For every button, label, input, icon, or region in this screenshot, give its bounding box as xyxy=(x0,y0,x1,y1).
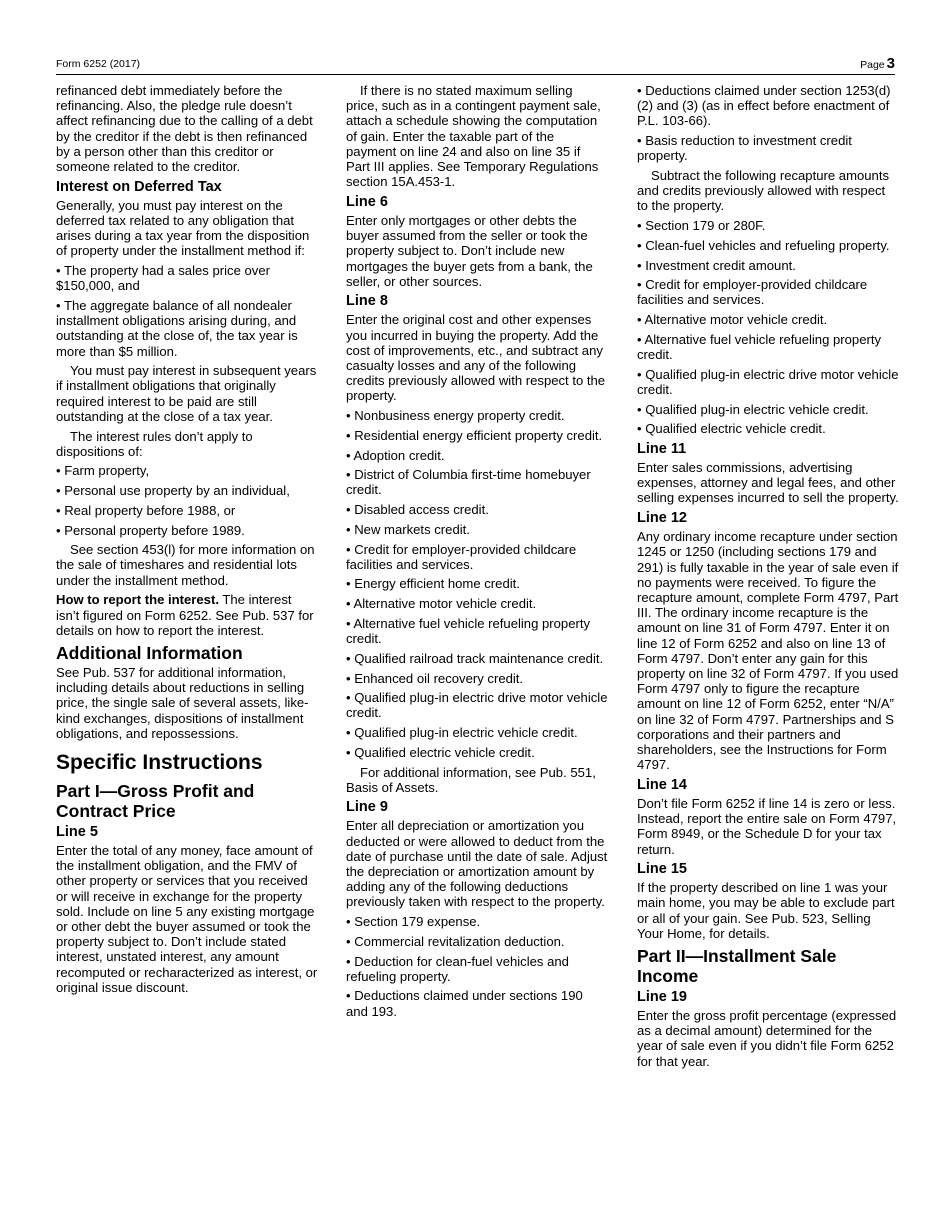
bullet-item: • Qualified electric vehicle credit. xyxy=(346,744,535,760)
bullet-item: • Alternative fuel vehicle refueling property credit. xyxy=(346,615,591,647)
heading-line-14: Line 14 xyxy=(637,776,687,793)
paragraph: See Pub. 537 for additional information, including details about reductions in selling price, the single sale of several assets, like-kind exchanges, dispositions of installment obligations, and repossessions. xyxy=(56,665,309,741)
bullet-item: • Personal use property by an individual, xyxy=(56,483,290,499)
paragraph: If there is no stated maximum selling price, such as in a contingent payment sale, attach a schedule showing the computation of gain. Enter the taxable part of the payment on line 24 and also on line 35 if Part III applies. See Temporary Regulations section 15A.453-1. xyxy=(346,83,601,190)
column-1 xyxy=(56,83,318,1000)
paragraph: See section 453(l) for more information on the sale of timeshares and residential lots under the installment method. xyxy=(56,542,315,588)
bullet-item: • Alternative fuel vehicle refueling property credit. xyxy=(637,331,882,363)
bullet-item: • Commercial revitalization deduction. xyxy=(346,933,565,949)
bullet-item: • Deductions claimed under section 1253(d)(2) and (3) (as in effect before enactment of P.L. 103-66). xyxy=(637,83,891,129)
bullet-item: • Qualified plug-in electric drive motor vehicle credit. xyxy=(637,366,899,397)
heading-line-19: Line 19 xyxy=(637,989,687,1006)
heading-part-2: Part II—Installment Sale Income xyxy=(637,946,837,987)
heading-additional-information: Additional Information xyxy=(56,643,243,663)
heading-line-9: Line 9 xyxy=(346,799,388,816)
bullet-item: • Credit for employer-provided childcare facilities and services. xyxy=(637,277,868,308)
paragraph: Enter the gross profit percentage (expressed as a decimal amount) determined for the year of sale even if you didn’t file Form 6252 for that year. xyxy=(637,1008,897,1069)
paragraph: If the property described on line 1 was your main home, you may be able to exclude part or all of your gain. See Pub. 523, Selling Your Home, for details. xyxy=(637,880,895,941)
bullet-item: • Qualified plug-in electric drive motor vehicle credit. xyxy=(346,690,608,721)
bullet-item: • Qualified railroad track maintenance credit. xyxy=(346,650,604,666)
bullet-item: • Qualified electric vehicle credit. xyxy=(637,421,826,437)
heading-line-12: Line 12 xyxy=(637,510,687,527)
bullet-item: • Deduction for clean-fuel vehicles and refueling property. xyxy=(346,953,569,984)
bullet-item: • Enhanced oil recovery credit. xyxy=(346,670,524,686)
heading-part-1: Part I—Gross Profit and Contract Price xyxy=(56,781,255,822)
paragraph: Enter all depreciation or amortization you deducted or were allowed to deduct from the date of purchase until the date of sale. Adjust the depreciation or amortization amount by adding any of the following deductions previously taken with respect to the property. xyxy=(346,818,608,910)
heading-line-11: Line 11 xyxy=(637,441,687,458)
paragraph: Subtract the following recapture amounts and credits previously allowed with respect to the property. xyxy=(637,168,890,214)
bullet-item: • Qualified plug-in electric vehicle credit. xyxy=(637,401,869,417)
bullet-item: • Disabled access credit. xyxy=(346,502,489,518)
heading-interest-deferred-tax: Interest on Deferred Tax xyxy=(56,178,222,195)
bullet-item: • The aggregate balance of all nondealer installment obligations arising during, and outstanding at the close of, the tax year is more than $5 million. xyxy=(56,297,298,359)
bullet-item: • Personal property before 1989. xyxy=(56,522,245,538)
bullet-item: • Real property before 1988, or xyxy=(56,502,236,518)
bullet-item: • Residential energy efficient property credit. xyxy=(346,427,603,443)
form-label: Form 6252 (2017) xyxy=(56,58,141,70)
bullet-item: • Clean-fuel vehicles and refueling property. xyxy=(637,237,890,253)
page-indicator xyxy=(860,55,895,72)
paragraph: Enter the total of any money, face amount of the installment obligation, and the FMV of other property or services that you received or will receive in exchange for the property sold. Include on line 5 any existing mortgage or other debt the buyer assumed or took the property subject to. Don’t include stated interest, unstated interest, any amount recomputed or recharacterized as interest, or original issue discount. xyxy=(56,843,318,995)
bullet-item: • Nonbusiness energy property credit. xyxy=(346,408,565,424)
heading-line-5: Line 5 xyxy=(56,824,98,841)
bullet-item: • Deductions claimed under sections 190 and 193. xyxy=(346,988,583,1019)
paragraph: Enter only mortgages or other debts the buyer assumed from the seller or took the property subject to. Don’t include new mortgages the buyer gets from a bank, the seller, or other sources. xyxy=(346,212,593,289)
bullet-item: • Farm property, xyxy=(56,463,150,479)
page-header xyxy=(56,56,895,75)
bullet-item: • Section 179 or 280F. xyxy=(637,218,766,234)
heading-line-6: Line 6 xyxy=(346,193,388,210)
column-2 xyxy=(346,83,608,1023)
bullet-item: • New markets credit. xyxy=(346,521,470,537)
paragraph-how-to-report xyxy=(56,592,318,638)
bullet-item: • Basis reduction to investment credit property. xyxy=(637,133,852,164)
heading-line-8: Line 8 xyxy=(346,293,388,310)
bullet-item: • Alternative motor vehicle credit. xyxy=(637,312,828,328)
bullet-item: • Credit for employer-provided childcare facilities and services. xyxy=(346,541,577,572)
paragraph-text: The interest isn’t figured on Form 6252. See Pub. 537 for details on how to report the interest. xyxy=(56,592,314,638)
page-number: 3 xyxy=(886,55,895,72)
bullet-item: • Adoption credit. xyxy=(346,447,445,463)
paragraph: refinanced debt immediately before the refinancing. Also, the pledge rule doesn’t affect refinancing due to the calling of a debt by the creditor if the debt is then refinanced by a person other than this creditor or someone related to the creditor. xyxy=(56,83,313,175)
run-in-heading: How to report the interest. xyxy=(56,592,219,608)
heading-specific-instructions: Specific Instructions xyxy=(56,751,263,775)
paragraph: Any ordinary income recapture under section 1245 or 1250 (including sections 179 and 291) is fully taxable in the year of sale even if no payments were received. To figure the recapture amount, complete Form 4797, Part III. The ordinary income recapture is the amount on line 31 of Form 4797. Enter it on line 12 of Form 6252 and also on line 13 of Form 4797. Don’t enter any gain for this property on line 32 of Form 4797. If you used Form 4797 only to figure the recapture amount on line 12 of Form 6252, enter “N/A” on line 32 of Form 4797. Partnerships and S corporations and their partners and shareholders, see the Instructions for Form 4797. xyxy=(637,529,899,773)
paragraph: Generally, you must pay interest on the deferred tax related to any obligation that arises during a tax year from the disposition of property under the installment method if: xyxy=(56,197,310,259)
paragraph: You must pay interest in subsequent years if installment obligations that originally required interest to be paid are still outstanding at the close of a tax year. xyxy=(56,363,317,424)
paragraph: Don’t file Form 6252 if line 14 is zero or less. Instead, report the entire sale on Form 4797, Form 8949, or the Schedule D for your tax return. xyxy=(637,795,897,857)
heading-line-15: Line 15 xyxy=(637,861,687,878)
paragraph: Enter sales commissions, advertising expenses, attorney and legal fees, and other selling expenses incurred to sell the property. xyxy=(637,460,899,506)
column-3 xyxy=(637,83,899,1073)
paragraph: Enter the original cost and other expenses you incurred in buying the property. Add the cost of improvements, etc., and subtract any casualty losses and any of the following credits previously allowed with respect to the property. xyxy=(346,312,606,404)
paragraph: For additional information, see Pub. 551, Basis of Assets. xyxy=(346,764,596,795)
bullet-item: • Alternative motor vehicle credit. xyxy=(346,596,537,612)
bullet-item: • District of Columbia first-time homebuyer credit. xyxy=(346,467,591,498)
bullet-item: • Qualified plug-in electric vehicle credit. xyxy=(346,725,578,741)
bullet-item: • Investment credit amount. xyxy=(637,257,796,273)
bullet-item: • Energy efficient home credit. xyxy=(346,576,520,592)
page-label: Page xyxy=(860,59,885,71)
bullet-item: • The property had a sales price over $150,000, and xyxy=(56,263,270,294)
bullet-item: • Section 179 expense. xyxy=(346,914,481,930)
paragraph: The interest rules don’t apply to dispositions of: xyxy=(56,428,253,459)
